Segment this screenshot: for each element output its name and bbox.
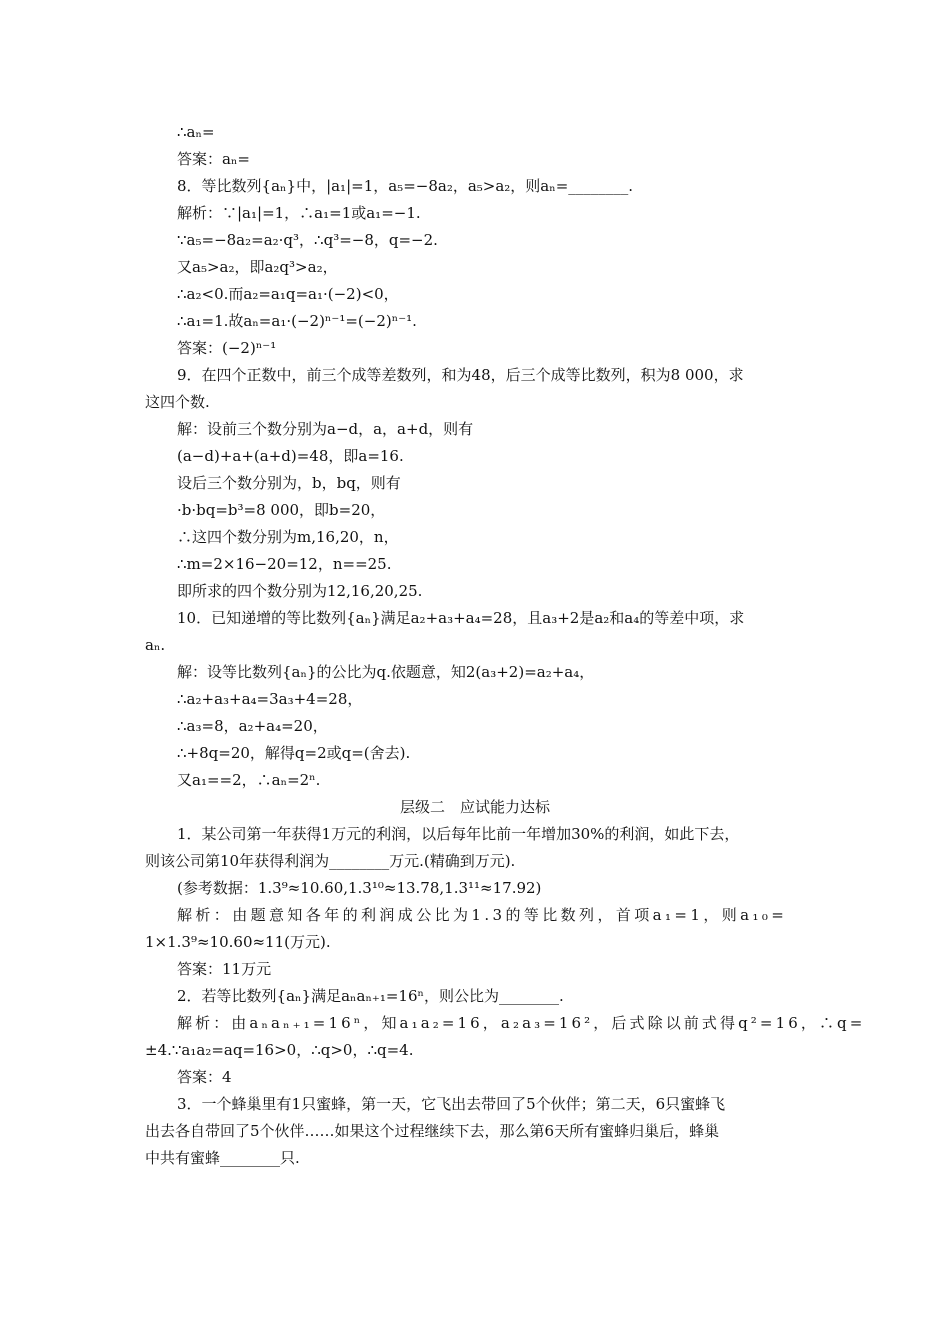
text-line: ∴a₃=8，a₂+a₄=20， bbox=[177, 717, 328, 735]
text-line: 答案：aₙ= bbox=[177, 150, 251, 168]
text-line: 8．等比数列{aₙ}中，|a₁|=1，a₅=−8a₂，a₅>a₂，则aₙ=________. bbox=[177, 177, 634, 195]
text-line: ∴这四个数分别为m,16,20，n， bbox=[177, 528, 399, 546]
text-line: ∴a₁=1.故aₙ=a₁·(−2)ⁿ⁻¹=(−2)ⁿ⁻¹. bbox=[177, 312, 417, 330]
text-line: ∴+8q=20，解得q=2或q=(舍去). bbox=[177, 744, 411, 762]
text-line: ∵a₅=−8a₂=a₂·q³，∴q³=−8，q=−2. bbox=[177, 231, 438, 249]
text-line: ∴a₂+a₃+a₄=3a₃+4=28， bbox=[177, 690, 363, 708]
text-line: 答案：4 bbox=[177, 1068, 232, 1086]
question-1-line-2: 则该公司第10年获得利润为________万元.(精确到万元). bbox=[145, 852, 516, 870]
text-line: 设后三个数分别为，b，bq，则有 bbox=[177, 474, 401, 492]
text-line: ∴aₙ= bbox=[177, 123, 215, 141]
text-line: 又a₁==2，∴aₙ=2ⁿ. bbox=[177, 771, 321, 789]
question-10-line-2: aₙ. bbox=[145, 636, 166, 654]
question-3-line-3: 中共有蜜蜂________只. bbox=[145, 1149, 300, 1167]
text-line: 解析：由aₙaₙ₊₁=16ⁿ，知a₁a₂=16，a₂a₃=16²，后式除以前式得q²=16，∴q= bbox=[177, 1014, 866, 1032]
question-1-line-1: 1．某公司第一年获得1万元的利润，以后每年比前一年增加30%的利润，如此下去， bbox=[177, 825, 740, 843]
text-line: ·b·bq=b³=8 000，即b=20， bbox=[177, 501, 386, 519]
text-line: ∴a₂<0.而a₂=a₁q=a₁·(−2)<0， bbox=[177, 285, 399, 303]
text-line: (a−d)+a+(a+d)=48，即a=16. bbox=[177, 447, 404, 465]
text-line: ±4.∵a₁a₂=aq=16>0，∴q>0，∴q=4. bbox=[145, 1041, 414, 1059]
text-line: 答案：11万元 bbox=[177, 960, 272, 978]
text-line: 即所求的四个数分别为12,16,20,25. bbox=[177, 582, 423, 600]
text-line: 解析：∵|a₁|=1，∴a₁=1或a₁=−1. bbox=[177, 204, 421, 222]
question-3-line-2: 出去各自带回了5个伙伴……如果这个过程继续下去，那么第6天所有蜜蜂归巢后，蜂巢 bbox=[145, 1122, 720, 1140]
question-10-line-1: 10．已知递增的等比数列{aₙ}满足a₂+a₃+a₄=28，且a₃+2是a₂和a₄的等差中项，求 bbox=[177, 609, 745, 627]
text-line: 解：设等比数列{aₙ}的公比为q.依题意，知2(a₃+2)=a₂+a₄， bbox=[177, 663, 595, 681]
reference-data: (参考数据：1.3⁹≈10.60,1.3¹⁰≈13.78,1.3¹¹≈17.92) bbox=[177, 879, 542, 897]
section-heading: 层级二 应试能力达标 bbox=[399, 798, 550, 816]
text-line: 解：设前三个数分别为a−d，a，a+d，则有 bbox=[177, 420, 474, 438]
question-9-line-2: 这四个数. bbox=[145, 393, 210, 411]
text-line: ∴m=2×16−20=12，n==25. bbox=[177, 555, 392, 573]
text-line: 答案：(−2)ⁿ⁻¹ bbox=[177, 339, 277, 357]
text-line: 解析：由题意知各年的利润成公比为1.3的等比数列，首项a₁=1，则a₁₀= bbox=[177, 906, 788, 924]
question-3-line-1: 3．一个蜂巢里有1只蜜蜂，第一天，它飞出去带回了5个伙伴；第二天，6只蜜蜂飞 bbox=[177, 1095, 726, 1113]
question-9-line-1: 9．在四个正数中，前三个成等差数列，和为48，后三个成等比数列，积为8 000，求 bbox=[177, 366, 744, 384]
text-line: 1×1.3⁹≈10.60≈11(万元). bbox=[145, 933, 331, 951]
question-2: 2．若等比数列{aₙ}满足aₙaₙ₊₁=16ⁿ，则公比为________. bbox=[177, 987, 564, 1005]
text-line: 又a₅>a₂，即a₂q³>a₂， bbox=[177, 258, 338, 276]
